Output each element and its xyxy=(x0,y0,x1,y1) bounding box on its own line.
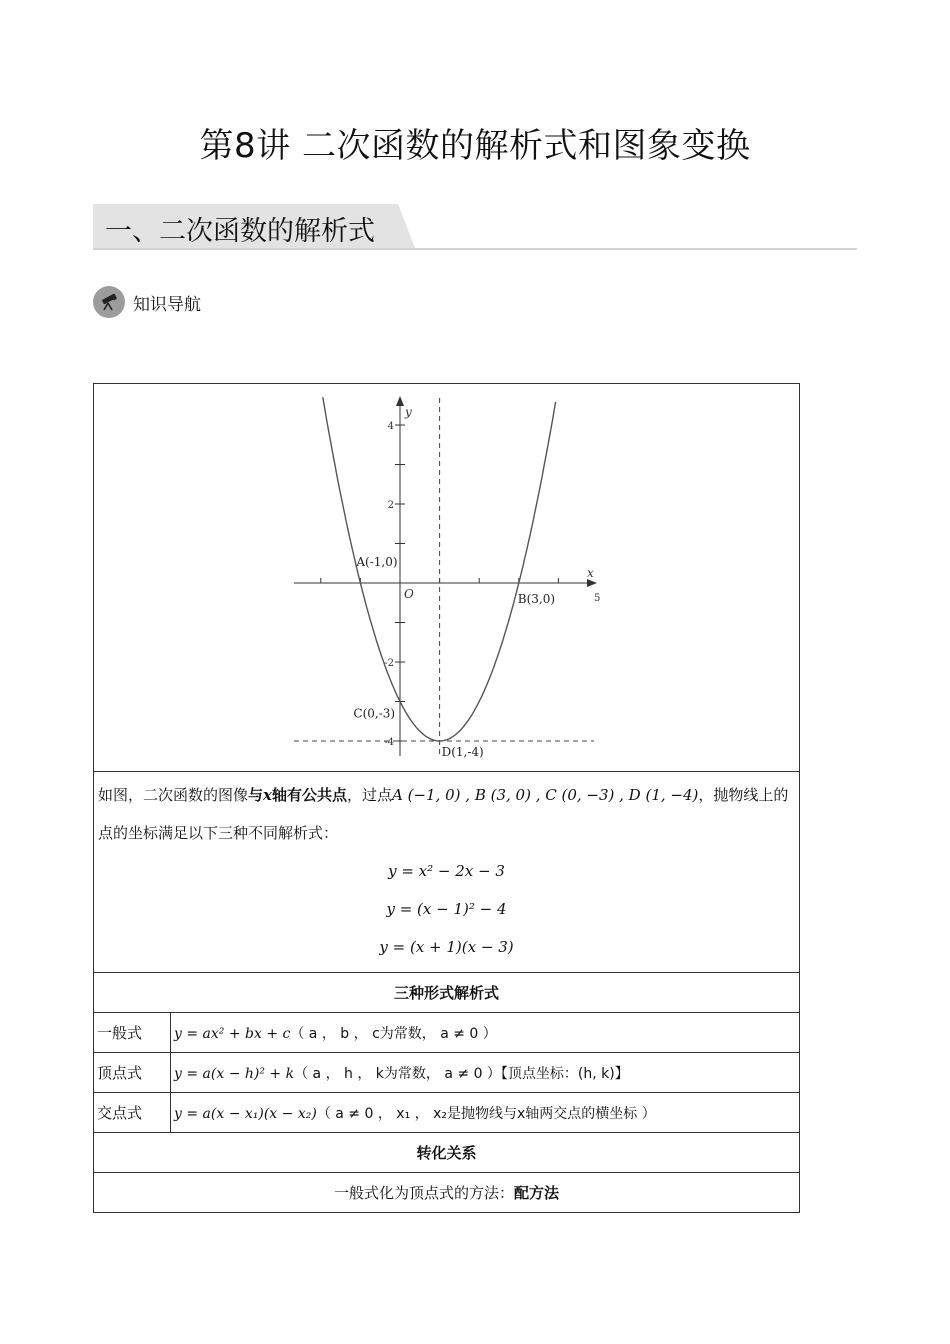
telescope-icon xyxy=(93,286,125,318)
knowledge-nav xyxy=(93,286,201,318)
form-value-intercept: y = a(x − x₁)(x − x₂)（ a ≠ 0 ， x₁ ， x₂是抛物线与x轴两交点的横坐标 ） xyxy=(171,1093,800,1133)
tick-label-y-neg4: -4 xyxy=(384,737,394,748)
form-label-general: 一般式 xyxy=(94,1013,171,1053)
conversion-row: 一般式化为顶点式的方法：配方法 xyxy=(94,1173,800,1213)
forms-header: 三种形式解析式 xyxy=(94,973,800,1013)
form-value-general: y = ax² + bx + c（ a ， b ， c为常数， a ≠ 0 ） xyxy=(171,1013,800,1053)
origin-label: O xyxy=(404,587,414,601)
form-value-vertex: y = a(x − h)² + k（ a ， h ， k为常数， a ≠ 0 ）【顶点坐标：(h, k)】 xyxy=(171,1053,800,1093)
graph-cell xyxy=(94,384,800,772)
tick-label-y2: 2 xyxy=(387,500,394,511)
y-axis-label: y xyxy=(405,405,412,419)
section-header xyxy=(93,204,857,250)
point-label-c: C(0,-3) xyxy=(353,706,396,721)
form-label-vertex: 顶点式 xyxy=(94,1053,171,1093)
section-title: 一、二次函数的解析式 xyxy=(105,216,375,247)
description-cell xyxy=(94,772,800,973)
tick-label-y-neg2: -2 xyxy=(384,658,394,669)
knowledge-nav-label: 知识导航 xyxy=(133,294,201,315)
description-points: A (−1, 0) , B (3, 0) , C (0, −3) , D (1, −4) xyxy=(392,786,699,804)
page-title: 第8讲 二次函数的解析式和图象变换 xyxy=(199,126,751,166)
form-label-intercept: 交点式 xyxy=(94,1093,171,1133)
conversion-header: 转化关系 xyxy=(94,1133,800,1173)
description-line-2: 点的坐标满足以下三种不同解析式： xyxy=(98,824,339,842)
parabola-graph xyxy=(94,384,800,771)
section-divider xyxy=(93,248,857,250)
point-label-b: B(3,0) xyxy=(517,592,556,606)
equation-3: y = (x + 1)(x − 3) xyxy=(379,938,514,956)
x-axis-arrow xyxy=(587,579,597,587)
table-row xyxy=(94,1093,800,1133)
y-axis-arrow xyxy=(396,396,404,406)
tick-label-y4: 4 xyxy=(387,421,394,432)
table-row xyxy=(94,1013,800,1053)
equation-2: y = (x − 1)² − 4 xyxy=(386,900,507,918)
table-row xyxy=(94,1053,800,1093)
description-line-1: 如图，二次函数的图像与x轴有公共点，过点A (−1, 0) , B (3, 0) , C (0, −3) , D (1, −4)，抛物线上的 xyxy=(98,786,789,804)
tick-label-x5: 5 xyxy=(594,593,601,604)
conversion-method: 配方法 xyxy=(514,1184,560,1202)
point-label-a: A(-1,0) xyxy=(356,555,398,569)
equation-1: y = x² − 2x − 3 xyxy=(388,862,505,880)
x-axis-label: x xyxy=(587,566,594,580)
point-label-d: D(1,-4) xyxy=(441,745,484,759)
content-table xyxy=(93,383,800,1213)
